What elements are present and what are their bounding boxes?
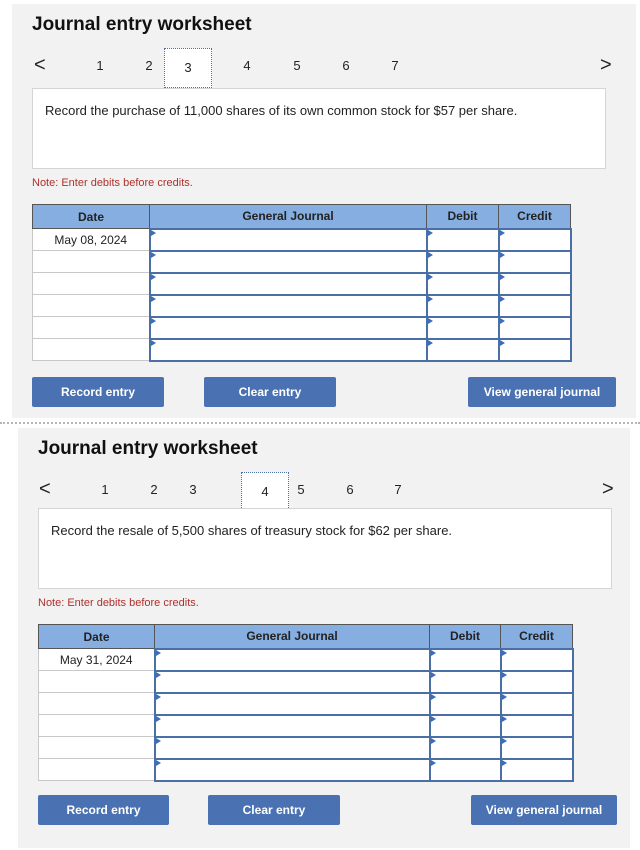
account-input[interactable]	[150, 339, 427, 361]
page-1-tab[interactable]: 1	[96, 58, 104, 73]
journal-table	[32, 204, 572, 362]
column-header: Credit	[501, 625, 573, 649]
credit-input[interactable]	[499, 295, 571, 317]
page-3-tab[interactable]: 3	[164, 48, 212, 88]
record-entry-button[interactable]: Record entry	[38, 795, 169, 825]
date-cell[interactable]	[39, 737, 155, 759]
date-cell[interactable]	[39, 715, 155, 737]
credit-input[interactable]	[501, 737, 573, 759]
account-input[interactable]	[155, 649, 430, 671]
debit-input[interactable]	[427, 273, 499, 295]
page-6-tab[interactable]: 6	[346, 482, 354, 497]
page-navigation	[12, 48, 636, 88]
credit-input[interactable]	[501, 715, 573, 737]
date-cell[interactable]	[33, 273, 150, 295]
page-2-tab[interactable]: 2	[150, 482, 158, 497]
table-row	[39, 693, 573, 715]
debit-input[interactable]	[430, 759, 501, 781]
account-input[interactable]	[155, 759, 430, 781]
column-header: Date	[33, 205, 150, 229]
record-entry-button[interactable]: Record entry	[32, 377, 164, 407]
column-header: Debit	[427, 205, 499, 229]
account-input[interactable]	[155, 737, 430, 759]
account-input[interactable]	[150, 273, 427, 295]
debit-input[interactable]	[427, 339, 499, 361]
credit-input[interactable]	[499, 273, 571, 295]
debit-input[interactable]	[430, 693, 501, 715]
prev-arrow-icon[interactable]: <	[39, 478, 51, 500]
credit-input[interactable]	[501, 693, 573, 715]
page-7-tab[interactable]: 7	[394, 482, 402, 497]
column-header: General Journal	[155, 625, 430, 649]
table-row	[33, 251, 571, 273]
table-row	[39, 759, 573, 781]
table-row	[39, 649, 573, 671]
credit-input[interactable]	[499, 317, 571, 339]
page-2-tab[interactable]: 2	[145, 58, 153, 73]
question-prompt: Record the purchase of 11,000 shares of its own common stock for $57 per share.	[32, 88, 606, 169]
page-6-tab[interactable]: 6	[342, 58, 350, 73]
column-header: Date	[39, 625, 155, 649]
journal-table	[38, 624, 574, 782]
date-cell[interactable]	[39, 759, 155, 781]
debit-input[interactable]	[430, 649, 501, 671]
account-input[interactable]	[150, 251, 427, 273]
column-header: Credit	[499, 205, 571, 229]
account-input[interactable]	[155, 693, 430, 715]
date-cell[interactable]: May 08, 2024	[33, 229, 150, 251]
date-cell[interactable]	[33, 339, 150, 361]
credit-input[interactable]	[501, 759, 573, 781]
prev-arrow-icon[interactable]: <	[34, 54, 46, 76]
note-text: Note: Enter debits before credits.	[38, 597, 199, 609]
account-input[interactable]	[155, 671, 430, 693]
table-row	[33, 295, 571, 317]
note-text: Note: Enter debits before credits.	[32, 177, 193, 189]
credit-input[interactable]	[501, 671, 573, 693]
debit-input[interactable]	[430, 737, 501, 759]
date-cell[interactable]: May 31, 2024	[39, 649, 155, 671]
page-3-tab[interactable]: 3	[189, 482, 197, 497]
account-input[interactable]	[150, 229, 427, 251]
debit-input[interactable]	[430, 715, 501, 737]
account-input[interactable]	[155, 715, 430, 737]
page-7-tab[interactable]: 7	[391, 58, 399, 73]
date-cell[interactable]	[33, 295, 150, 317]
view-entry-button[interactable]: View general journal	[471, 795, 617, 825]
table-row	[39, 715, 573, 737]
clear-entry-button[interactable]: Clear entry	[208, 795, 340, 825]
page-4-tab[interactable]: 4	[243, 58, 251, 73]
credit-input[interactable]	[499, 339, 571, 361]
page-navigation	[18, 472, 630, 512]
debit-input[interactable]	[427, 317, 499, 339]
credit-input[interactable]	[501, 649, 573, 671]
debit-input[interactable]	[427, 295, 499, 317]
page-5-tab[interactable]: 5	[297, 482, 305, 497]
debit-input[interactable]	[427, 251, 499, 273]
next-arrow-icon[interactable]: >	[602, 478, 614, 500]
question-prompt: Record the resale of 5,500 shares of treasury stock for $62 per share.	[38, 508, 612, 589]
debit-input[interactable]	[430, 671, 501, 693]
page-5-tab[interactable]: 5	[293, 58, 301, 73]
page-4-tab[interactable]: 4	[241, 472, 289, 512]
clear-entry-button[interactable]: Clear entry	[204, 377, 336, 407]
column-header: General Journal	[150, 205, 427, 229]
view-entry-button[interactable]: View general journal	[468, 377, 616, 407]
worksheet-title: Journal entry worksheet	[38, 438, 258, 459]
table-row	[33, 273, 571, 295]
table-row	[39, 671, 573, 693]
divider	[0, 422, 640, 424]
date-cell[interactable]	[39, 693, 155, 715]
credit-input[interactable]	[499, 229, 571, 251]
table-row	[33, 317, 571, 339]
journal-worksheet-1	[12, 4, 636, 418]
column-header: Debit	[430, 625, 501, 649]
debit-input[interactable]	[427, 229, 499, 251]
journal-worksheet-2	[18, 428, 630, 848]
account-input[interactable]	[150, 317, 427, 339]
table-row	[33, 229, 571, 251]
table-row	[33, 339, 571, 361]
date-cell[interactable]	[33, 251, 150, 273]
account-input[interactable]	[150, 295, 427, 317]
page-1-tab[interactable]: 1	[101, 482, 109, 497]
date-cell[interactable]	[33, 317, 150, 339]
next-arrow-icon[interactable]: >	[600, 54, 612, 76]
credit-input[interactable]	[499, 251, 571, 273]
date-cell[interactable]	[39, 671, 155, 693]
table-row	[39, 737, 573, 759]
worksheet-title: Journal entry worksheet	[32, 14, 252, 35]
